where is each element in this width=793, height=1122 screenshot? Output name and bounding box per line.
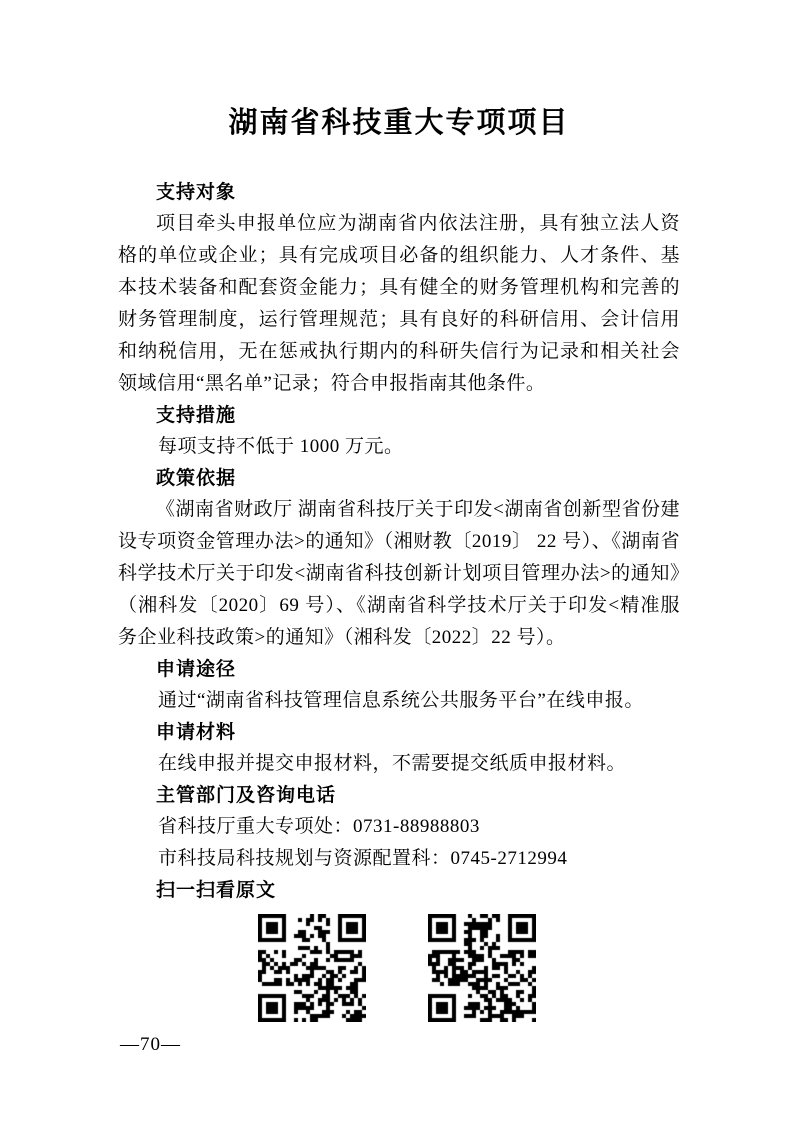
section-heading: 主管部门及咨询电话 bbox=[156, 785, 337, 806]
body-paragraph: 《湖南省财政厅 湖南省科技厅关于印发<湖南省创新型省份建设专项资金管理办法>的通知》（湘财教〔2019〕 22 号）、《湖南省科学技术厅关于印发<湖南省科技创新计划项目管理办法>的通知》（湘科发〔2020〕69 号）、《湖南省科学技术厅关于印发<精准服务企业科技政策>的通知》（湘科发〔2022〕22 号）。 bbox=[118, 499, 680, 648]
section-contact-phones bbox=[118, 780, 680, 875]
section-heading: 申请途径 bbox=[156, 659, 237, 680]
page-number: —70— bbox=[120, 1034, 181, 1055]
qr-code-left bbox=[258, 914, 366, 1022]
qr-code-right bbox=[428, 914, 536, 1022]
section-application-materials bbox=[118, 717, 680, 780]
phone-line-provincial: 省科技厅重大专项处：0731-88988803 bbox=[158, 816, 480, 837]
body-paragraph: 每项支持不低于 1000 万元。 bbox=[158, 436, 404, 457]
section-support-measures bbox=[118, 400, 680, 463]
section-support-object bbox=[118, 177, 680, 400]
section-heading: 政策依据 bbox=[156, 468, 237, 489]
section-scan-original bbox=[118, 875, 680, 1022]
section-heading: 扫一扫看原文 bbox=[156, 880, 277, 901]
qr-code-row bbox=[118, 914, 680, 1022]
section-application-channel bbox=[118, 654, 680, 717]
section-policy-basis bbox=[118, 463, 680, 654]
section-heading: 支持对象 bbox=[156, 182, 237, 203]
body-paragraph: 项目牵头申报单位应为湖南省内依法注册，具有独立法人资格的单位或企业；具有完成项目必备的组织能力、人才条件、基本技术装备和配套资金能力；具有健全的财务管理机构和完善的财务管理制度，运行管理规范；具有良好的科研信用、会计信用和纳税信用，无在惩戒执行期内的科研失信行为记录和相关社会领域信用“黑名单”记录；符合申报指南其他条件。 bbox=[118, 213, 680, 394]
phone-line-municipal: 市科技局科技规划与资源配置科：0745-2712994 bbox=[158, 848, 568, 869]
page-title: 湖南省科技重大专项项目 bbox=[228, 107, 570, 139]
section-heading: 支持措施 bbox=[156, 405, 237, 426]
document-body bbox=[118, 177, 680, 1022]
body-paragraph: 通过“湖南省科技管理信息系统公共服务平台”在线申报。 bbox=[158, 690, 644, 711]
body-paragraph: 在线申报并提交申报材料，不需要提交纸质申报材料。 bbox=[158, 753, 627, 774]
section-heading: 申请材料 bbox=[156, 722, 237, 743]
